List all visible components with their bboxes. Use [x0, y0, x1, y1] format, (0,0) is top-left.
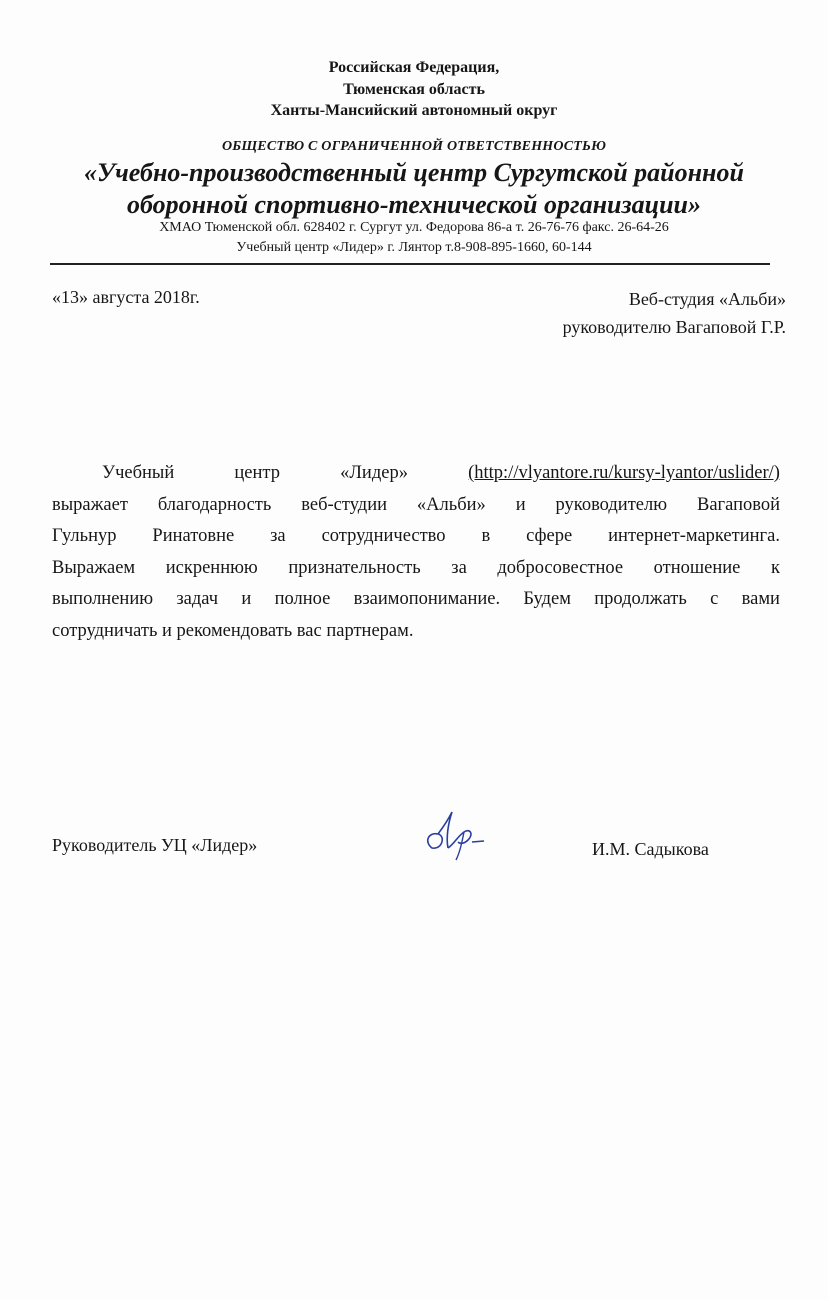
- recipient-person: руководителю Вагаповой Г.Р.: [562, 317, 786, 337]
- body-line-2: [52, 490, 780, 522]
- organization-name-line-2: оборонной спортивно-технической организации»: [126, 190, 702, 219]
- body-word: благодарность: [157, 494, 272, 515]
- signatory-name: И.М. Садыкова: [592, 839, 709, 859]
- body-word: за: [451, 557, 467, 578]
- letter-date: «13» августа 2018г.: [52, 287, 200, 307]
- body-line-6: [52, 616, 780, 648]
- header-country: Российская Федерация,: [328, 59, 500, 76]
- body-word: «Альби»: [416, 494, 486, 515]
- body-word: «Лидер»: [340, 463, 408, 483]
- body-word: Выражаем: [52, 557, 136, 578]
- body-word: к: [770, 557, 780, 578]
- header-divider: [50, 263, 770, 265]
- body-word: центр: [234, 463, 280, 483]
- organization-name-line-1: «Учебно-производственный центр Сургутской районной: [84, 158, 744, 187]
- signature-icon: [410, 808, 500, 868]
- recipient-company: Веб-студия «Альби»: [628, 289, 786, 309]
- signatory-title: Руководитель УЦ «Лидер»: [52, 835, 258, 855]
- body-word: сотрудничество: [321, 526, 446, 546]
- body-word: полное: [274, 589, 331, 609]
- body-word: взаимопонимание.: [353, 589, 501, 609]
- body-word: Ринатовне: [152, 526, 235, 546]
- body-word: сфере: [526, 526, 573, 546]
- body-word: Вагаповой: [696, 494, 780, 515]
- body-word: и: [241, 589, 252, 609]
- body-word: выражает: [52, 494, 128, 515]
- website-link[interactable]: (http://vlyantore.ru/kursy-lyantor/uslider/): [468, 463, 780, 483]
- organization-type: ОБЩЕСТВО С ОГРАНИЧЕННОЙ ОТВЕТСТВЕННОСТЬЮ: [221, 139, 607, 154]
- body-word: выполнению: [52, 589, 154, 609]
- body-word: задач: [176, 589, 219, 609]
- letter-body: [52, 458, 780, 647]
- body-word: Гульнур: [52, 526, 117, 546]
- body-word: с: [710, 589, 719, 609]
- body-word: сотрудничать и рекомендовать вас партнерам.: [52, 620, 414, 641]
- body-word: искреннюю: [165, 557, 258, 578]
- body-line-1: [52, 458, 780, 490]
- body-word: продолжать: [594, 589, 687, 609]
- header-region: Тюменская область: [343, 81, 485, 98]
- body-word: добросовестное: [497, 557, 624, 578]
- body-word: Учебный: [102, 463, 175, 483]
- body-line-3: [52, 521, 780, 553]
- body-word: признательность: [288, 557, 421, 578]
- address-line-2: Учебный центр «Лидер» г. Лянтор т.8-908-895-1660, 60-144: [236, 240, 592, 255]
- body-word: отношение: [653, 557, 741, 578]
- body-word: и: [515, 494, 526, 515]
- body-line-4: [52, 553, 780, 585]
- body-word: вами: [741, 589, 780, 609]
- body-word: Будем: [523, 589, 571, 609]
- body-word: руководителю: [555, 494, 668, 515]
- body-word: веб-студии: [301, 494, 387, 515]
- body-word: в: [481, 526, 491, 546]
- address-line-1: ХМАО Тюменской обл. 628402 г. Сургут ул. Федорова 86-а т. 26-76-76 факс. 26-64-26: [159, 220, 669, 235]
- body-word: за: [270, 526, 286, 546]
- header-district: Ханты-Мансийский автономный округ: [270, 102, 558, 119]
- body-line-5: [52, 584, 780, 616]
- body-word: интернет-маркетинга.: [608, 526, 780, 546]
